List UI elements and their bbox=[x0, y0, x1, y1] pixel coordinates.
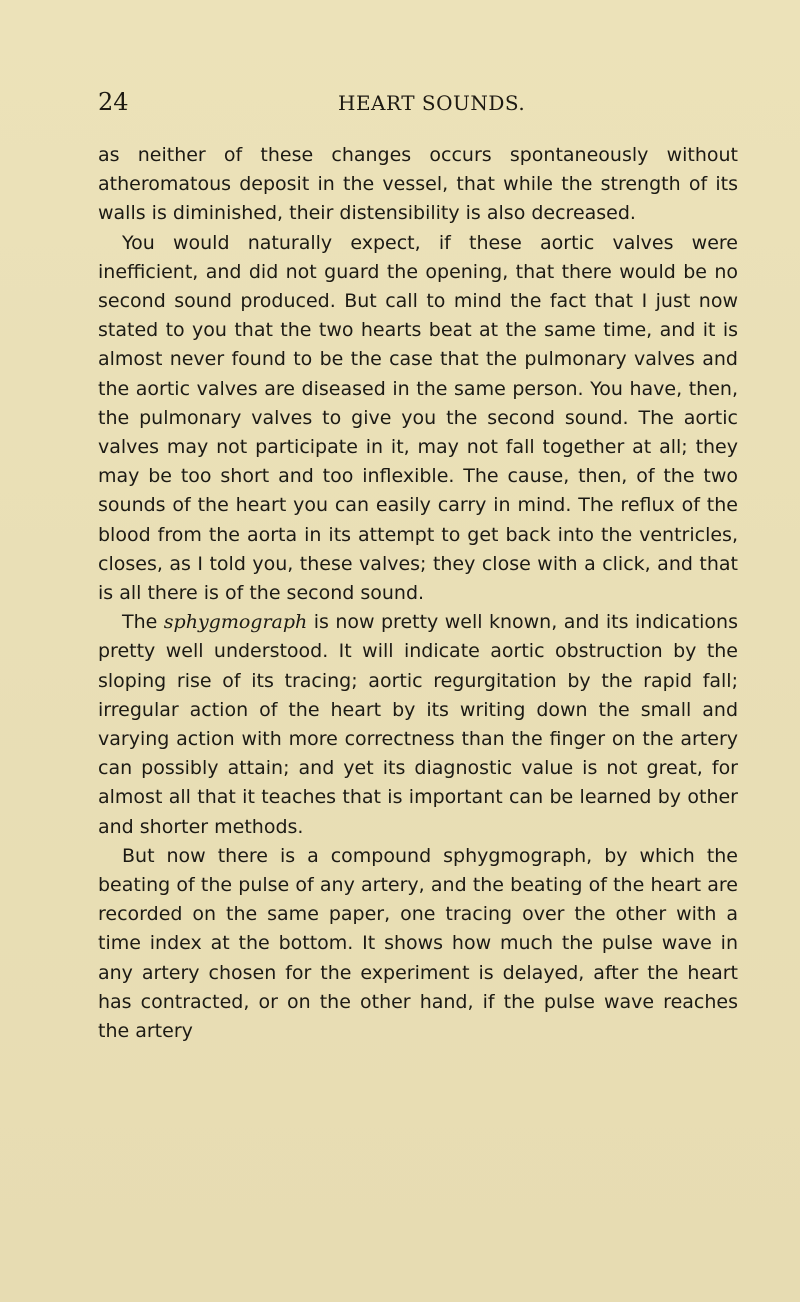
paragraph-4: But now there is a compound sphygmograph, by which the beating of the pulse of any artery, and the beating of the heart are recorded on the same paper, one tracing over the other with a time index at the bottom. It shows how much the pulse wave in any artery chosen for the experiment is delayed, after the heart has contracted, or on the other hand, if the pulse wave reaches the artery bbox=[98, 844, 738, 1043]
page-number: 24 bbox=[98, 88, 129, 116]
paragraph-3-lead: The bbox=[122, 611, 164, 634]
running-head bbox=[98, 88, 738, 120]
paragraph-1: as neither of these changes occurs spontaneously without atheromatous deposit in the vessel, that while the strength of its walls is diminished, their distensibility is also decreased. bbox=[98, 144, 738, 225]
paragraph-3 bbox=[98, 608, 738, 842]
sphygmograph-term: sphygmograph bbox=[163, 611, 308, 634]
body-text bbox=[98, 141, 738, 1046]
paragraph-3-rest: is now pretty well known, and its indications pretty well understood. It will indicate aortic obstruction by the sloping rise of its tracing; aortic regurgitation by the rapid fall; irregular action of the heart by its writing down the small and varying action with more correctness than the finger on the artery can possibly attain; and yet its diagnostic value is not great, for almost all that it teaches that is important can be learned by other and shorter methods. bbox=[98, 611, 738, 838]
paragraph-2: You would naturally expect, if these aortic valves were inefficient, and did not guard the opening, that there would be no second sound produced. But call to mind the fact that I just now stated to you that the two hearts beat at the same time, and it is almost never found to be the case that the pulmonary valves and the aortic valves are diseased in the same person. You have, then, the pulmonary valves to give you the second sound. The aortic valves may not participate in it, may not fall together at all; they may be too short and too inflexible. The cause, then, of the two sounds of the heart you can easily carry in mind. The reflux of the blood from the aorta in its attempt to get back into the ventricles, closes, as I told you, these valves; they close with a click, and that is all there is of the second sound. bbox=[98, 231, 738, 605]
running-title: HEART SOUNDS. bbox=[338, 91, 526, 115]
